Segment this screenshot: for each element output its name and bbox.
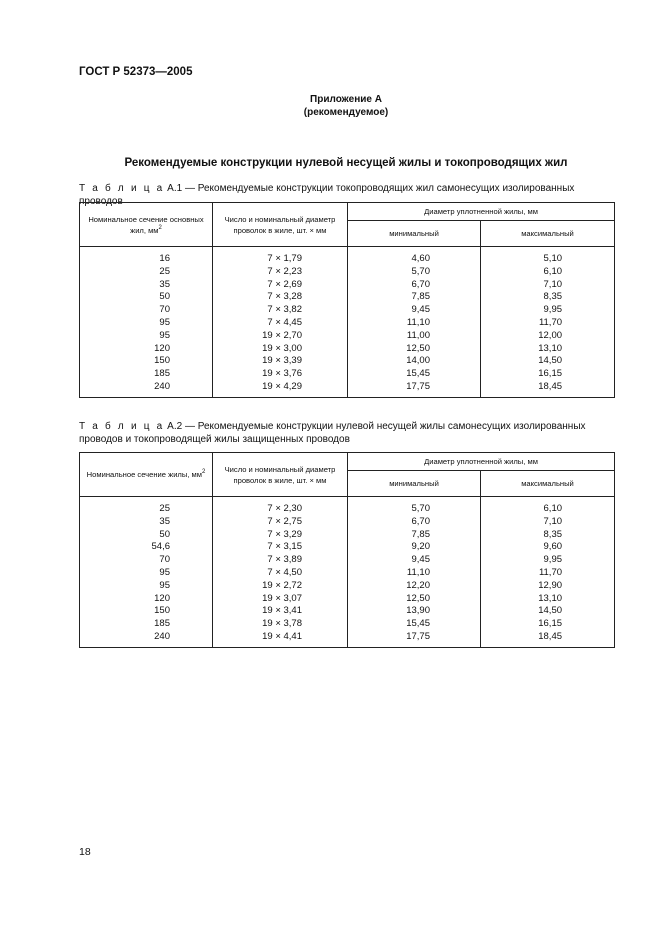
table-cell: 11,10 (348, 567, 481, 580)
table-row (80, 605, 615, 618)
table-cell: 95 (80, 317, 213, 330)
table-cell: 9,45 (348, 304, 481, 317)
table-cell: 14,50 (481, 605, 615, 618)
table-cell: 7 × 3,29 (213, 529, 348, 542)
table-cell: 19 × 3,78 (213, 618, 348, 631)
table-cell: 7 × 3,89 (213, 554, 348, 567)
table-cell: 11,70 (481, 567, 615, 580)
table-cell: 35 (80, 516, 213, 529)
table-cell: 9,45 (348, 554, 481, 567)
table-cell: 7 × 4,50 (213, 567, 348, 580)
table-cell: 7 × 2,23 (213, 266, 348, 279)
table2-header-max: максимальный (481, 471, 615, 497)
table-cell: 7,10 (481, 516, 615, 529)
table-cell: 7,85 (348, 529, 481, 542)
table-cell: 13,90 (348, 605, 481, 618)
table-cell: 70 (80, 554, 213, 567)
table-cell: 12,50 (348, 343, 481, 356)
table-cell: 120 (80, 593, 213, 606)
table-cell: 54,6 (80, 541, 213, 554)
table-cell: 19 × 3,00 (213, 343, 348, 356)
table-cell: 19 × 2,72 (213, 580, 348, 593)
table2-header-section: Номинальное сечение жилы, $мм^2$ (80, 453, 213, 497)
table-cell: 18,45 (481, 631, 615, 647)
table-cell: 6,10 (481, 266, 615, 279)
appendix-subtitle: (рекомендуемое) (303, 107, 389, 118)
table1 (79, 202, 615, 398)
table-cell: 50 (80, 529, 213, 542)
table-row (80, 330, 615, 343)
table2-caption-text: А.2 — Рекомендуемые конструкции нулевой несущей жилы самонесущих изолированных проводов и токопроводящей жилы защищенных проводов (79, 421, 586, 445)
table-cell: 25 (80, 497, 213, 516)
table-cell: 70 (80, 304, 213, 317)
table1-header-section: Номинальное сечение основных жил, $мм^2$ (80, 203, 213, 247)
table-cell: 16,15 (481, 618, 615, 631)
table-row (80, 529, 615, 542)
table-cell: 11,70 (481, 317, 615, 330)
table2-header-diameter: Диаметр уплотненной жилы, мм (348, 453, 615, 471)
table-row (80, 516, 615, 529)
table-cell: 6,70 (348, 516, 481, 529)
table-cell: 150 (80, 605, 213, 618)
table1-header-diameter: Диаметр уплотненной жилы, мм (348, 203, 615, 221)
table-cell: 7,10 (481, 279, 615, 292)
table-cell: 13,10 (481, 343, 615, 356)
table2-caption-prefix: Т а б л и ц а (79, 421, 165, 432)
table-row (80, 247, 615, 266)
table-row (80, 567, 615, 580)
table2-header-wires: Число и номинальный диаметр проволок в жиле, шт. × мм (213, 453, 348, 497)
table-cell: 12,90 (481, 580, 615, 593)
table-cell: 19 × 3,76 (213, 368, 348, 381)
table-cell: 240 (80, 381, 213, 397)
table-row (80, 291, 615, 304)
table-cell: 95 (80, 580, 213, 593)
table-cell: 14,50 (481, 355, 615, 368)
table-row (80, 343, 615, 356)
table-row (80, 554, 615, 567)
table-cell: 5,70 (348, 266, 481, 279)
table-cell: 15,45 (348, 618, 481, 631)
table-cell: 6,10 (481, 497, 615, 516)
table-cell: 120 (80, 343, 213, 356)
table1-caption-text: А.1 — Рекомендуемые конструкции токопроводящих жил самонесущих изолированных проводов (79, 183, 575, 207)
table-cell: 25 (80, 266, 213, 279)
table-cell: 7 × 2,69 (213, 279, 348, 292)
table-cell: 8,35 (481, 291, 615, 304)
table-cell: 17,75 (348, 631, 481, 647)
appendix-title: Приложение А (310, 94, 382, 105)
table-row (80, 381, 615, 397)
table-cell: 7 × 2,75 (213, 516, 348, 529)
table-cell: 9,60 (481, 541, 615, 554)
table-cell: 7 × 3,82 (213, 304, 348, 317)
table-cell: 7 × 3,28 (213, 291, 348, 304)
table1-header-wires: Число и номинальный диаметр проволок в жиле, шт. × мм (213, 203, 348, 247)
table2 (79, 452, 615, 648)
table-cell: 19 × 4,41 (213, 631, 348, 647)
table-row (80, 317, 615, 330)
table-cell: 19 × 3,39 (213, 355, 348, 368)
table-cell: 19 × 3,07 (213, 593, 348, 606)
table-cell: 50 (80, 291, 213, 304)
table-cell: 7 × 2,30 (213, 497, 348, 516)
table-cell: 9,95 (481, 304, 615, 317)
table-row (80, 304, 615, 317)
table-cell: 19 × 2,70 (213, 330, 348, 343)
table2-header-min: минимальный (348, 471, 481, 497)
table-cell: 35 (80, 279, 213, 292)
table-cell: 95 (80, 330, 213, 343)
table-cell: 18,45 (481, 381, 615, 397)
table-cell: 11,10 (348, 317, 481, 330)
table-cell: 185 (80, 618, 213, 631)
section-title: Рекомендуемые конструкции нулевой несущей жилы и токопроводящих жил (124, 157, 568, 169)
table-cell: 17,75 (348, 381, 481, 397)
table-cell: 9,95 (481, 554, 615, 567)
table-row (80, 355, 615, 368)
table-cell: 8,35 (481, 529, 615, 542)
table-cell: 12,00 (481, 330, 615, 343)
table-cell: 12,20 (348, 580, 481, 593)
table-cell: 19 × 4,29 (213, 381, 348, 397)
table1-caption-prefix: Т а б л и ц а (79, 183, 165, 194)
table1-header-min: минимальный (348, 221, 481, 247)
table-cell: 5,70 (348, 497, 481, 516)
page-number: 18 (79, 846, 91, 858)
table-cell: 7 × 4,45 (213, 317, 348, 330)
table-cell: 13,10 (481, 593, 615, 606)
table-row (80, 593, 615, 606)
table-cell: 185 (80, 368, 213, 381)
table-row (80, 266, 615, 279)
table-cell: 16,15 (481, 368, 615, 381)
table-row (80, 618, 615, 631)
table-cell: 7,85 (348, 291, 481, 304)
document-code: ГОСТ Р 52373—2005 (79, 66, 193, 78)
table-cell: 95 (80, 567, 213, 580)
table-cell: 12,50 (348, 593, 481, 606)
table2-caption (79, 420, 619, 446)
table-row (80, 279, 615, 292)
table-cell: 11,00 (348, 330, 481, 343)
table-cell: 240 (80, 631, 213, 647)
table-cell: 6,70 (348, 279, 481, 292)
table-row (80, 580, 615, 593)
table-row (80, 631, 615, 647)
table-cell: 4,60 (348, 247, 481, 266)
table-cell: 7 × 1,79 (213, 247, 348, 266)
table-cell: 7 × 3,15 (213, 541, 348, 554)
table-cell: 150 (80, 355, 213, 368)
table-cell: 16 (80, 247, 213, 266)
table-cell: 9,20 (348, 541, 481, 554)
table-cell: 5,10 (481, 247, 615, 266)
table-row (80, 497, 615, 516)
table-cell: 19 × 3,41 (213, 605, 348, 618)
table-row (80, 541, 615, 554)
table-cell: 14,00 (348, 355, 481, 368)
table-cell: 15,45 (348, 368, 481, 381)
table-row (80, 368, 615, 381)
table1-header-max: максимальный (481, 221, 615, 247)
